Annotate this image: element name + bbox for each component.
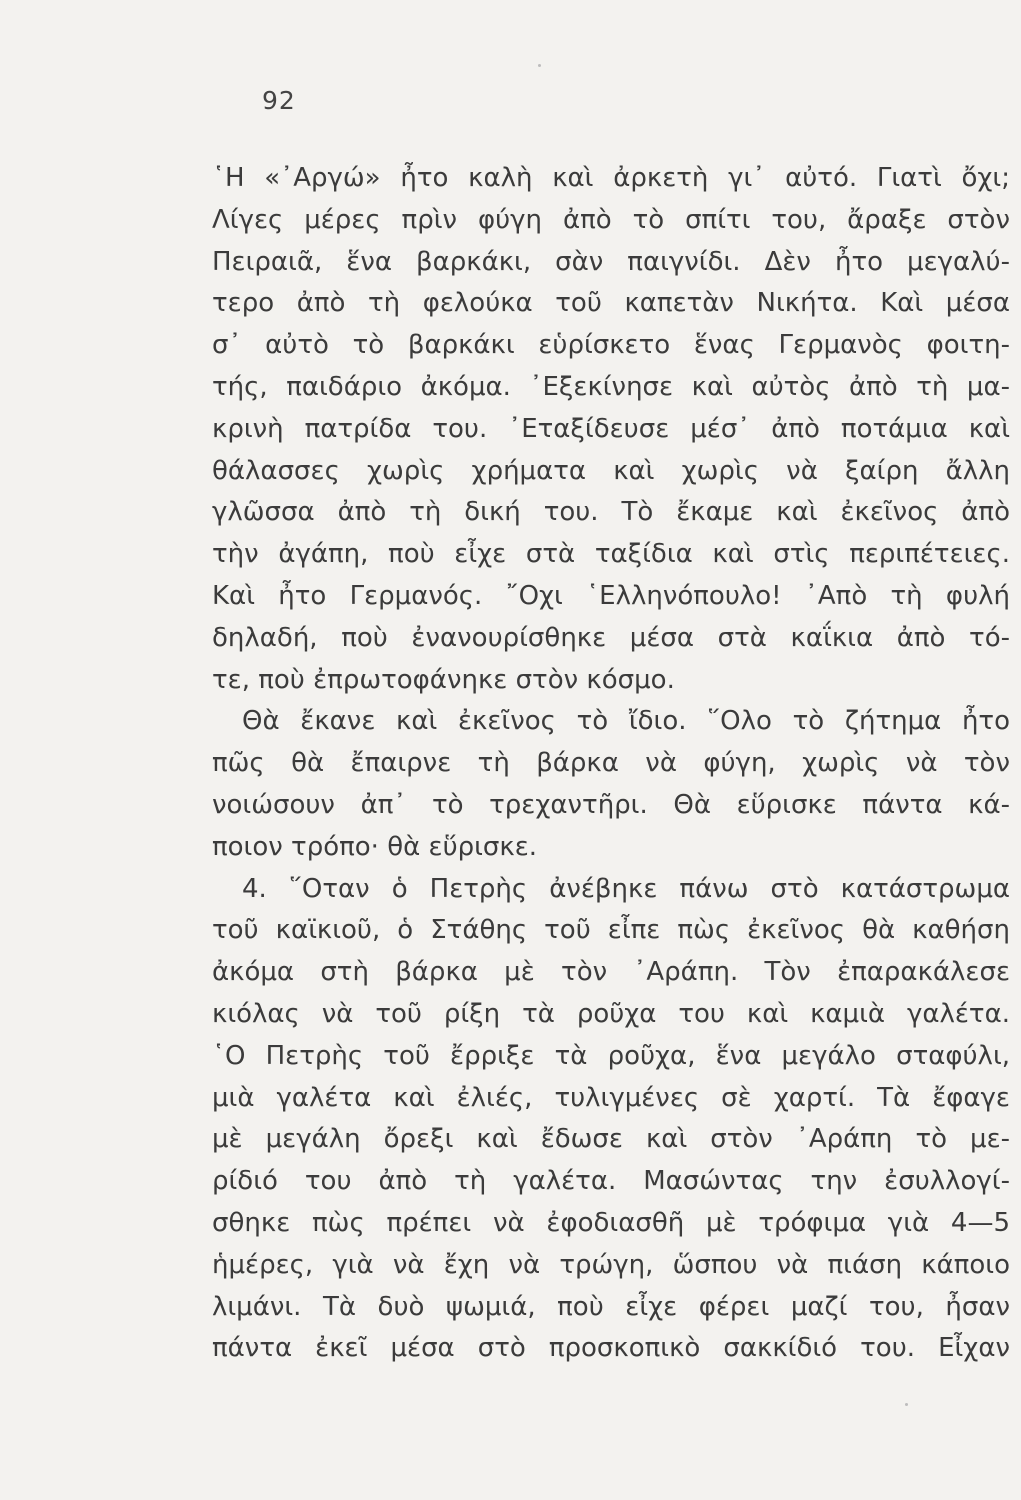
- text-line: νοιώσουν ἀπ᾿ τὸ τρεχαντῆρι. Θὰ εὕρισκε πάντα κά-: [212, 789, 1010, 820]
- paper-speck: [905, 1403, 908, 1406]
- page-number: 92: [262, 86, 296, 115]
- text-line: σ᾿ αὐτὸ τὸ βαρκάκι εὑρίσκετο ἕνας Γερμανὸς φοιτη-: [212, 330, 1010, 361]
- text-line: σθηκε πὼς πρέπει νὰ ἐφοδιασθῆ μὲ τρόφιμα γιὰ 4—5: [212, 1207, 1010, 1238]
- text-line: μὲ μεγάλη ὄρεξι καὶ ἔδωσε καὶ στὸν ᾿Αράπη τὸ με-: [212, 1124, 1010, 1155]
- text-line: τερο ἀπὸ τὴ φελούκα τοῦ καπετὰν Νικήτα. Καὶ μέσα: [212, 288, 1010, 319]
- body-text: [212, 158, 1010, 1370]
- text-line: ῾Η «᾿Αργώ» ἦτο καλὴ καὶ ἀρκετὴ γι᾿ αὐτό. Γιατὶ ὄχι;: [212, 163, 1010, 193]
- text-line: Πειραιᾶ, ἕνα βαρκάκι, σὰν παιγνίδι. Δὲν ἦτο μεγαλύ-: [212, 246, 1010, 277]
- text-line: μιὰ γαλέτα καὶ ἐλιές, τυλιγμένες σὲ χαρτί. Τὰ ἔφαγε: [212, 1082, 1010, 1113]
- text-line: Θὰ ἔκανε καὶ ἐκεῖνος τὸ ἴδιο. ῞Ολο τὸ ζήτημα ἦτο: [242, 706, 1010, 737]
- text-line: τοῦ καϊκιοῦ, ὁ Στάθης τοῦ εἶπε πὼς ἐκεῖνος θὰ καθήση: [212, 915, 1010, 946]
- text-line: τής, παιδάριο ἀκόμα. ᾿Εξεκίνησε καὶ αὐτὸς ἀπὸ τὴ μα-: [212, 371, 1010, 402]
- text-line: ἀκόμα στὴ βάρκα μὲ τὸν ᾿Αράπη. Τὸν ἐπαρακάλεσε: [212, 957, 1010, 988]
- text-line: κιόλας νὰ τοῦ ρίξη τὰ ροῦχα του καὶ καμιὰ γαλέτα.: [212, 998, 1010, 1029]
- text-line: ρίδιό του ἀπὸ τὴ γαλέτα. Μασώντας την ἐσυλλογί-: [212, 1166, 1010, 1197]
- text-line: πῶς θὰ ἔπαιρνε τὴ βάρκα νὰ φύγη, χωρὶς νὰ τὸν: [212, 748, 1010, 779]
- text-line: Καὶ ἦτο Γερμανός. ῎Οχι ῾Ελληνόπουλο! ᾿Απὸ τὴ φυλή: [212, 580, 1010, 611]
- text-line: ἡμέρες, γιὰ νὰ ἔχη νὰ τρώγη, ὥσπου νὰ πιάση κάποιο: [212, 1249, 1010, 1280]
- text-line: κρινὴ πατρίδα του. ᾿Εταξίδευσε μέσ᾿ ἀπὸ ποτάμια καὶ: [212, 413, 1010, 444]
- text-line: πάντα ἐκεῖ μέσα στὸ προσκοπικὸ σακκίδιό του. Εἶχαν: [212, 1333, 1010, 1364]
- text-line: τε, ποὺ ἐπρωτοφάνηκε στὸν κόσμο.: [212, 664, 675, 695]
- text-line: 4. ῞Οταν ὁ Πετρὴς ἀνέβηκε πάνω στὸ κατάστρωμα: [242, 873, 1010, 904]
- text-line: τὴν ἀγάπη, ποὺ εἶχε στὰ ταξίδια καὶ στὶς περιπέτειες.: [212, 539, 1010, 570]
- text-line: Λίγες μέρες πρὶν φύγη ἀπὸ τὸ σπίτι του, ἄραξε στὸν: [212, 204, 1010, 235]
- text-line: γλῶσσα ἀπὸ τὴ δική του. Τὸ ἔκαμε καὶ ἐκεῖνος ἀπὸ: [212, 497, 1010, 528]
- text-line: λιμάνι. Τὰ δυὸ ψωμιά, ποὺ εἶχε φέρει μαζί του, ἦσαν: [212, 1291, 1010, 1322]
- text-line: θάλασσες χωρὶς χρήματα καὶ χωρὶς νὰ ξαίρη ἄλλη: [212, 455, 1010, 486]
- text-line: δηλαδή, ποὺ ἐνανουρίσθηκε μέσα στὰ καΐκια ἀπὸ τό-: [212, 622, 1010, 653]
- paper-speck: [538, 64, 541, 67]
- text-line: ῾Ο Πετρὴς τοῦ ἔρριξε τὰ ροῦχα, ἕνα μεγάλο σταφύλι,: [212, 1040, 1010, 1071]
- text-line: ποιον τρόπο· θὰ εὕρισκε.: [212, 831, 538, 862]
